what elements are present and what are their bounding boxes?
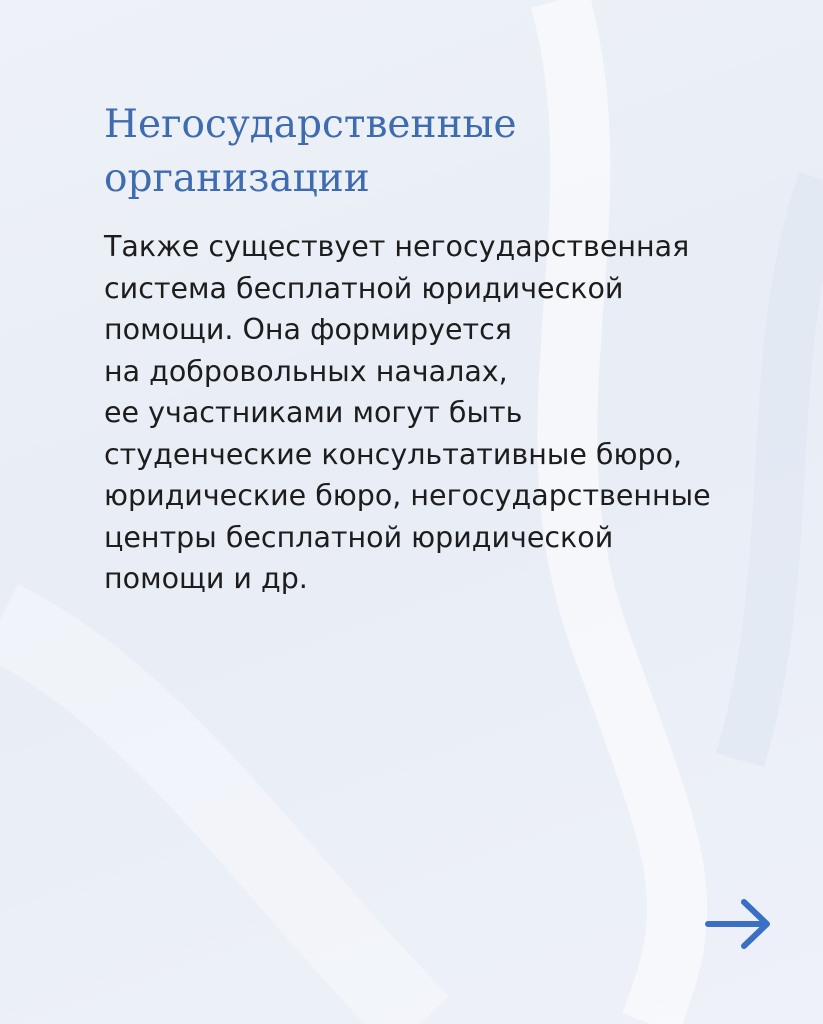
next-slide-button[interactable]	[704, 896, 774, 952]
slide-body-text: Также существует негосударственная система бесплатной юридической помощи. Она формируется на добровольных началах, ее участниками могут быть студенческие консультативные бюро, юридические бюро, негосударственные центры бесплатной юридической помощи и др.	[104, 230, 711, 595]
slide-content	[104, 98, 784, 600]
slide-title: Негосударственные организации	[104, 102, 517, 201]
arrow-right-icon	[704, 896, 774, 952]
